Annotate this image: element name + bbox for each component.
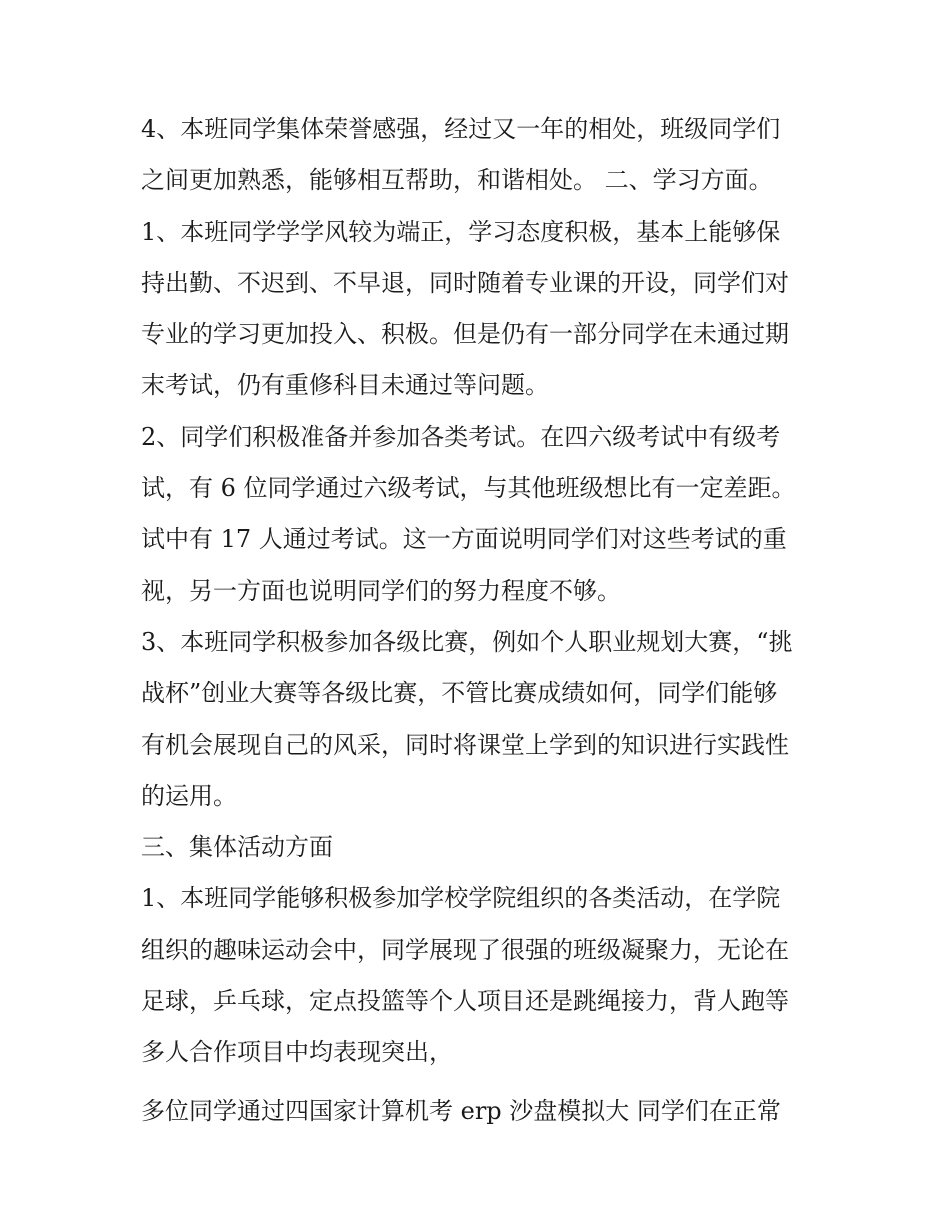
text-line: 试中有 17 人通过考试。这一方面说明同学们对这些考试的重 bbox=[141, 525, 787, 554]
text-line: 1、本班同学能够积极参加学校学院组织的各类活动，在学院 bbox=[141, 884, 781, 913]
text-line: 专业的学习更加投入、积极。但是仍有一部分同学在未通过期 bbox=[141, 320, 789, 349]
text-line: 多位同学通过四国家计算机考 erp 沙盘模拟大 同学们在正常 bbox=[141, 1096, 781, 1125]
text-line: 1、本班同学学学风较为端正，学习态度积极，基本上能够保 bbox=[141, 217, 781, 246]
section-heading: 三、集体活动方面 bbox=[141, 833, 333, 862]
document-body bbox=[141, 104, 831, 1137]
text-line: 战杯”创业大赛等各级比赛，不管比赛成绩如何，同学们能够 bbox=[141, 679, 778, 708]
text-line: 有机会展现自己的风采，同时将课堂上学到的知识进行实践性 bbox=[141, 730, 789, 759]
text-line: 足球，乒乓球，定点投篮等个人项目还是跳绳接力，背人跑等 bbox=[141, 987, 789, 1016]
text-line: 3、本班同学积极参加各级比赛，例如个人职业规划大赛，“挑 bbox=[141, 627, 793, 656]
text-line: 4、本班同学集体荣誉感强，经过又一年的相处，班级同学们 bbox=[141, 115, 781, 143]
text-line: 2、同学们积极准备并参加各类考试。在四六级考试中有级考 bbox=[141, 422, 781, 451]
text-line: 之间更加熟悉，能够相互帮助，和谐相处。 二、学习方面。 bbox=[141, 166, 773, 195]
text-line: 组织的趣味运动会中，同学展现了很强的班级凝聚力，无论在 bbox=[141, 935, 789, 964]
text-line: 的运用。 bbox=[141, 781, 237, 810]
text-line: 试，有 6 位同学通过六级考试，与其他班级想比有一定差距。 bbox=[141, 474, 796, 503]
text-line: 末考试，仍有重修科目未通过等问题。 bbox=[141, 371, 549, 400]
text-line: 视，另一方面也说明同学们的努力程度不够。 bbox=[141, 576, 621, 605]
text-line: 持出勤、不迟到、不早退，同时随着专业课的开设，同学们对 bbox=[141, 268, 789, 297]
text-line: 多人合作项目中均表现突出， bbox=[141, 1038, 453, 1067]
